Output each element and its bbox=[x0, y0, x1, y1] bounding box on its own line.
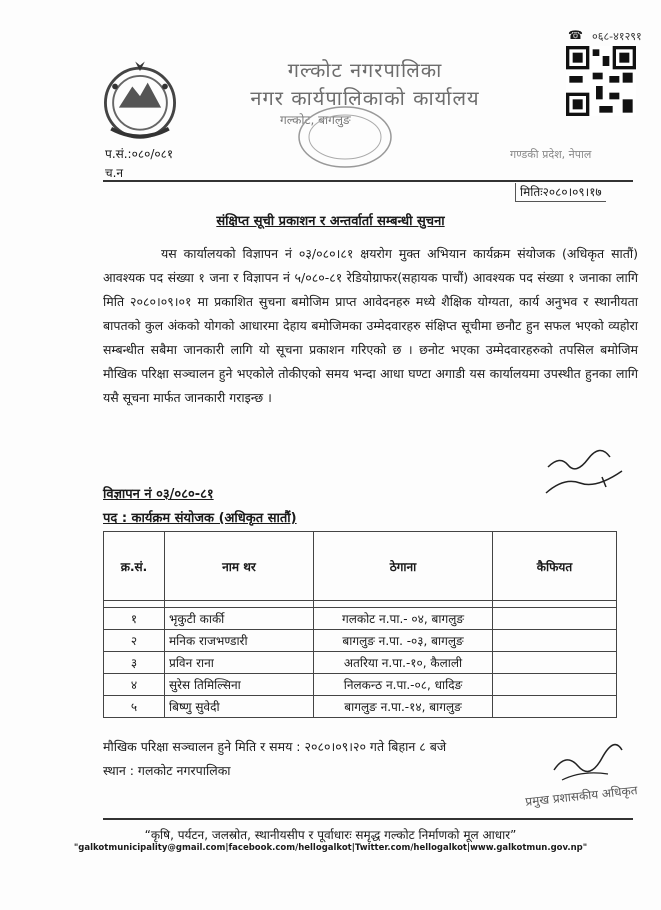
nepal-emblem-icon bbox=[92, 50, 188, 146]
cell-sn: ४ bbox=[104, 674, 165, 696]
cell-name: प्रविन राना bbox=[165, 652, 314, 674]
post-title: पद : कार्यक्रम संयोजक (अधिकृत सातौं) bbox=[103, 511, 297, 526]
signatory-title: प्रमुख प्रशासकीय अधिकृत bbox=[524, 783, 639, 809]
cell-address: निलकन्ठ न.पा.-०८, धादिङ bbox=[314, 674, 493, 696]
interview-venue: स्थान : गलकोट नगरपालिका bbox=[103, 763, 231, 778]
table-row bbox=[104, 630, 617, 652]
signature bbox=[548, 740, 628, 788]
table-row bbox=[104, 674, 617, 696]
office-stamp bbox=[295, 104, 395, 170]
cell-name: बिष्णु सुवेदी bbox=[165, 696, 314, 718]
dispatch-number: च.न bbox=[105, 166, 124, 180]
cell-remarks bbox=[493, 674, 617, 696]
cell-name: सुरेस तिमिल्सिना bbox=[165, 674, 314, 696]
cell-address: गलकोट न.पा.- ०४, बागलुङ bbox=[314, 608, 493, 630]
qr-code-icon bbox=[566, 46, 636, 116]
header-sn: क्र.सं. bbox=[104, 532, 165, 601]
office-name: गल्कोट नगरपालिका bbox=[287, 58, 443, 82]
cell-sn: ५ bbox=[104, 696, 165, 718]
footer-slogan: “कृषि, पर्यटन, जलस्रोत, स्थानीयसीप र पूर्वाधारः समृद्ध गल्कोट निर्माणको मूल आधार” bbox=[144, 828, 517, 842]
table-row bbox=[104, 608, 617, 630]
cell-sn: ३ bbox=[104, 652, 165, 674]
signature-initial bbox=[540, 437, 630, 505]
cell-address: अतरिया न.पा.-१०, कैलाली bbox=[314, 652, 493, 674]
phone-number: ०६८-४१२९१ bbox=[592, 30, 642, 43]
reference-number: प.सं.:०८०/०८१ bbox=[105, 147, 174, 161]
cell-address: बागलुङ न.पा. -०३, बागलुङ bbox=[314, 630, 493, 652]
office-subtitle: नगर कार्यपालिकाको कार्यालय bbox=[250, 86, 480, 110]
table-header-row bbox=[104, 532, 617, 601]
footer-divider bbox=[103, 818, 633, 820]
office-place: गल्कोट, बागलुङ bbox=[280, 113, 351, 127]
header-remarks: कैफियत bbox=[493, 532, 617, 601]
table-spacer-row bbox=[104, 601, 617, 608]
cell-remarks bbox=[493, 652, 617, 674]
header-address: ठेगाना bbox=[314, 532, 493, 601]
phone-icon: ☎ bbox=[568, 28, 583, 42]
advertisement-number: विज्ञापन नं ०३/०८०-८१ bbox=[103, 487, 214, 502]
notice-subject: संक्षिप्त सूची प्रकाशन र अन्तर्वार्ता सम्बन्धी सुचना bbox=[216, 214, 445, 229]
footer-links: "galkotmunicipality@gmail.com|facebook.com/hellogalkot|Twitter.com/hellogalkot|www.galkotmun.gov.np" bbox=[73, 843, 588, 853]
candidate-table bbox=[103, 531, 617, 718]
table-row bbox=[104, 652, 617, 674]
cell-sn: २ bbox=[104, 630, 165, 652]
interview-schedule: मौखिक परिक्षा सञ्चालन हुने मिति र समय : २०८०।०९।२० गते बिहान ८ बजे bbox=[103, 739, 447, 754]
cell-name: मनिक राजभण्डारी bbox=[165, 630, 314, 652]
cell-remarks bbox=[493, 608, 617, 630]
header-name: नाम थर bbox=[165, 532, 314, 601]
cell-remarks bbox=[493, 696, 617, 718]
cell-sn: १ bbox=[104, 608, 165, 630]
notice-body: यस कार्यालयको विज्ञापन नं ०३/०८०।८१ क्षयरोग मुक्त अभियान कार्यक्रम संयोजक (अधिकृत सातौं) आवश्यक पद संख्या १ जना र विज्ञापन नं ५/०८०-८१ रेडियोग्राफर(सहायक पाचौं) आवश्यक पद संख्या १ जनाका लागि मिति २०८०।०९।०१ मा प्रकाशित सुचना बमोजिम प्राप्त आवेदनहरु मध्ये शैक्षिक योग्यता, कार्य अनुभव र स्थानीयता बापतको कुल अंकको योगको आधारमा देहाय बमोजिमका उम्मेदवारहरु संक्षिप्त सूचीमा छनौट हुन सफल भएको व्यहोरा सम्बन्धीत सबैमा जानकारी लागि यो सूचना प्रकाशन गरिएको छ । छनोट भएका उम्मेदवारहरुको तपसिल बमोजिम मौखिक परिक्षा सञ्चालन हुने भएकोले तोकीएको समय भन्दा आधा घण्टा अगाडी यस कार्यालयमा उपस्थीत हुनका लागि यसै सूचना मार्फत जानकारी गराइन्छ । bbox=[103, 246, 638, 405]
cell-name: भृकुटी कार्की bbox=[165, 608, 314, 630]
province-label: गण्डकी प्रदेश, नेपाल bbox=[510, 148, 592, 161]
table-row bbox=[104, 696, 617, 718]
cell-address: बागलुङ न.पा.-१४, बागलुङ bbox=[314, 696, 493, 718]
notice-date: मितिः२०८०।०९।१७ bbox=[515, 183, 606, 202]
header-divider bbox=[103, 180, 633, 182]
cell-remarks bbox=[493, 630, 617, 652]
